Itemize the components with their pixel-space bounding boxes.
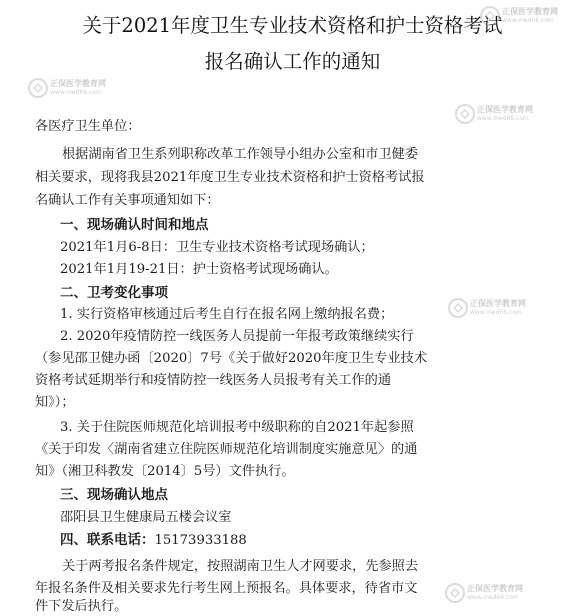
section2-item2-line: 资格考试延期举行和疫情防控一线医务人员报考有关工作的通 xyxy=(35,373,392,388)
logo-icon xyxy=(480,6,500,26)
section2-item1: 1. 实行资格审核通过后考生自行在报名网上缴纳报名费； xyxy=(60,307,394,322)
doc-title-line2: 报名确认工作的通知 xyxy=(204,50,381,73)
watermark-url: www.med66.com xyxy=(470,309,522,316)
closing-line: 件下发后执行。 xyxy=(35,599,128,614)
watermark xyxy=(480,6,558,26)
watermark-name: 正保医学教育网 xyxy=(470,299,526,308)
section1-heading: 一、现场确认时间和地点 xyxy=(60,217,209,233)
section4-row xyxy=(60,531,247,550)
logo-icon xyxy=(448,298,468,318)
section2-item3-line: 3. 关于住院医师规范化培训报考中级职称的自2021年起参照 xyxy=(60,420,414,435)
watermark xyxy=(445,583,523,603)
watermark-url: www.med66.com xyxy=(467,594,519,601)
section2-item3-line: 知》（湘卫科教发〔2014〕5号）文件执行。 xyxy=(35,464,295,479)
section4-heading: 四、联系电话： xyxy=(60,532,155,548)
section2-item2-line: 知》）； xyxy=(35,395,75,410)
intro-line: 根据湖南省卫生系列职称改革工作领导小组办公室和市卫健委 xyxy=(62,147,419,162)
section2-item3-line: 《关于印发〈湖南省建立住院医师规范化培训制度实施意见〉的通 xyxy=(35,442,418,457)
section2-heading: 二、卫考变化事项 xyxy=(60,285,168,301)
intro-line: 相关要求，现将我县2021年度卫生专业技术资格和护士资格考试报 xyxy=(35,170,425,185)
watermark-name: 正保医学教育网 xyxy=(50,79,106,88)
intro-line: 名确认工作有关事项通知如下： xyxy=(35,193,220,208)
section1-item: 2021年1月19-21日：护士资格考试现场确认。 xyxy=(60,262,338,277)
watermark-name: 正保医学教育网 xyxy=(502,7,558,16)
salutation: 各医疗卫生单位： xyxy=(35,119,141,134)
logo-icon xyxy=(445,583,465,603)
section3-text: 邵阳县卫生健康局五楼会议室 xyxy=(60,510,232,525)
watermark-url: www.med66.com xyxy=(50,89,102,96)
section3-heading: 三、现场确认地点 xyxy=(60,487,168,503)
contact-phone: 15173933188 xyxy=(154,533,247,548)
watermark xyxy=(28,78,106,98)
watermark-url: www.med66.com xyxy=(477,115,529,122)
watermark-name: 正保医学教育网 xyxy=(467,584,523,593)
section1-item: 2021年1月6-8日：卫生专业技术资格考试现场确认； xyxy=(60,240,374,255)
logo-icon xyxy=(28,78,48,98)
doc-title-line1: 关于2021年度卫生专业技术资格和护士资格考试 xyxy=(82,14,503,37)
watermark xyxy=(455,104,533,124)
closing-line: 年报名条件及相关要求先行考生网上预报名。具体要求，待省市文 xyxy=(35,581,418,596)
section2-item2-line: 2. 2020年疫情防控一线医务人员提前一年报考政策继续实行 xyxy=(60,329,414,344)
logo-icon xyxy=(455,104,475,124)
watermark-url: www.med66.com xyxy=(502,17,554,24)
closing-line: 关于两考报名条件规定，按照湖南卫生人才网要求，先参照去 xyxy=(62,559,419,574)
section2-item2-line: （参见邵卫健办函〔2020〕7号《关于做好2020年度卫生专业技术 xyxy=(35,351,428,366)
watermark-name: 正保医学教育网 xyxy=(477,105,533,114)
watermark xyxy=(448,298,526,318)
